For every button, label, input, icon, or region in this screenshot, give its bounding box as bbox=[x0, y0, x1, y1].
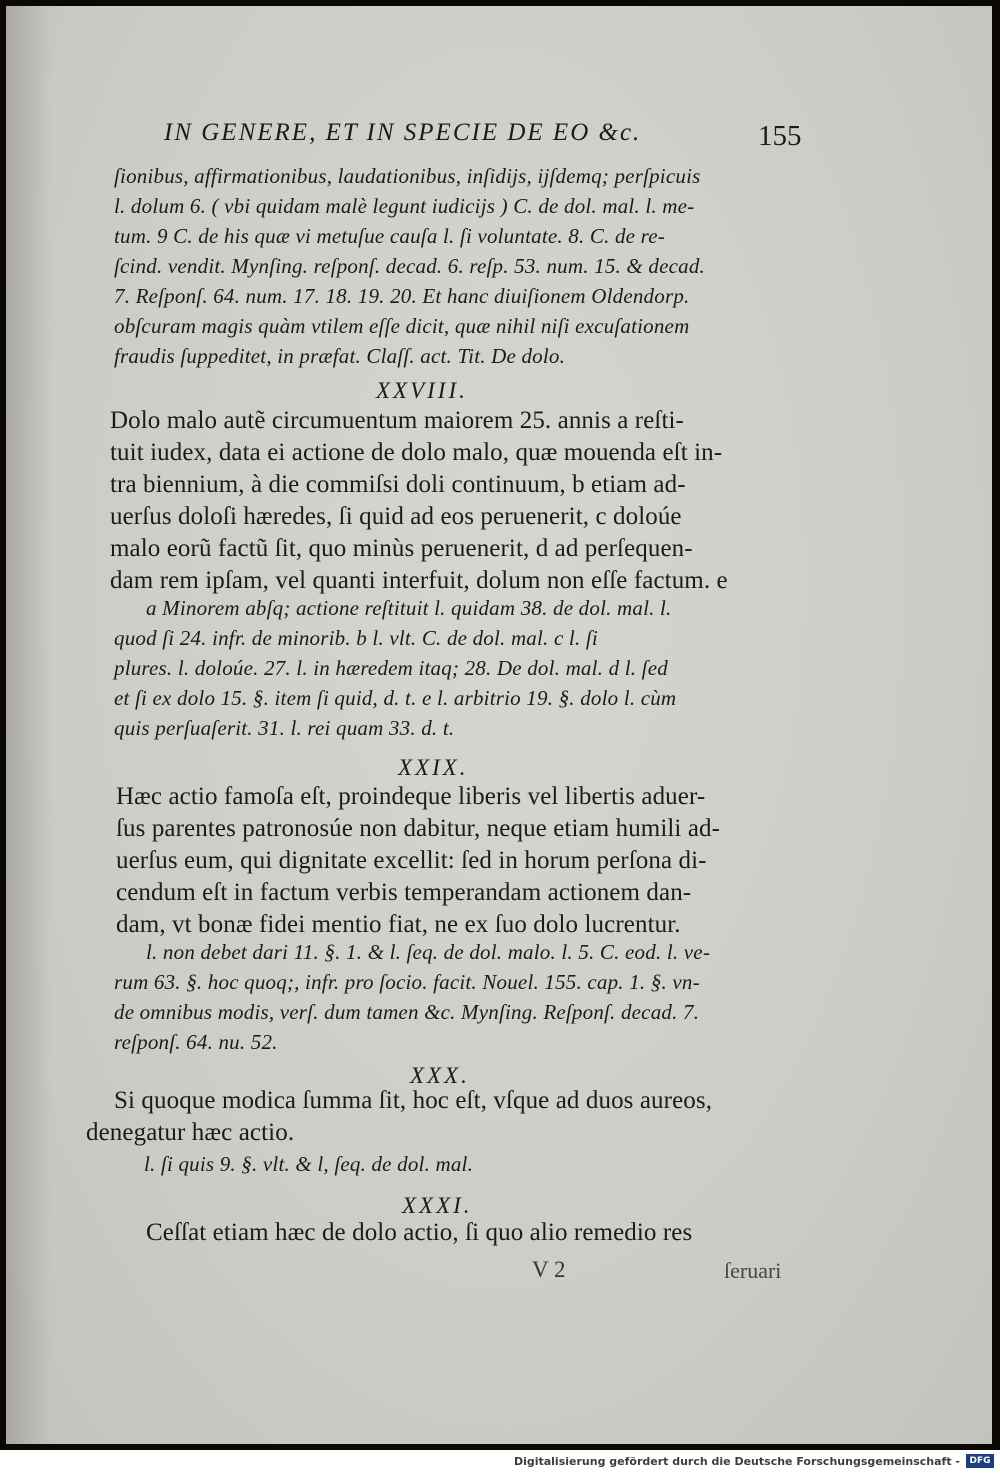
paragraph-line: tuit iudex, data ei actione de dolo malo, quæ mouenda eſt in- bbox=[110, 439, 723, 466]
paragraph-line: tra biennium, à die commiſsi doli continuum, b etiam ad- bbox=[110, 471, 686, 498]
digitization-footer bbox=[0, 1450, 1000, 1474]
paragraph-line: Ceſſat etiam hæc de dolo actio, ſi quo alio remedio res bbox=[146, 1219, 693, 1246]
text-line: obſcuram magis quàm vtilem eſſe dicit, quæ nihil niſi excuſationem bbox=[114, 314, 690, 338]
paragraph-line: dam rem ipſam, vel quanti interfuit, dolum non eſſe factum. e bbox=[110, 567, 728, 594]
text-line: ſcind. vendit. Mynſing. reſponſ. decad. 6. reſp. 53. num. 15. & decad. bbox=[114, 254, 705, 278]
note-line: quis perſuaſerit. 31. l. rei quam 33. d. t. bbox=[114, 716, 455, 740]
paragraph-line: ſus parentes patronosúe non dabitur, neque etiam humili ad- bbox=[116, 815, 721, 842]
note-line: l. ſi quis 9. §. vlt. & l, ſeq. de dol. mal. bbox=[144, 1152, 474, 1176]
paragraph-line: denegatur hæc actio. bbox=[86, 1119, 295, 1146]
paragraph-line: cendum eſt in factum verbis temperandam actionem dan- bbox=[116, 879, 692, 906]
note-line: plures. l. doloúe. 27. l. in hæredem itaq; 28. De dol. mal. d l. ſed bbox=[114, 656, 668, 680]
section-number: XXXI. bbox=[402, 1193, 473, 1218]
paragraph-line: uerſus doloſi hæredes, ſi quid ad eos peruenerit, c doloúe bbox=[110, 503, 682, 530]
signature-mark: V 2 bbox=[532, 1257, 566, 1282]
paragraph-line: Hæc actio famoſa eſt, proindeque liberis vel libertis aduer- bbox=[116, 783, 706, 810]
note-line: et ſi ex dolo 15. §. item ſi quid, d. t. e l. arbitrio 19. §. dolo l. cùm bbox=[114, 686, 677, 710]
book-page bbox=[6, 6, 992, 1444]
text-line: tum. 9 C. de his quæ vi metuſue cauſa l. ſi voluntate. 8. C. de re- bbox=[114, 224, 665, 248]
section-number: XXIX. bbox=[398, 755, 469, 780]
note-line: de omnibus modis, verſ. dum tamen &c. Mynſing. Reſponſ. decad. 7. bbox=[114, 1000, 700, 1024]
paragraph-line: uerſus eum, qui dignitate excellit: ſed in horum perſona di- bbox=[116, 847, 707, 874]
note-line: reſponſ. 64. nu. 52. bbox=[114, 1030, 278, 1054]
paragraph-line: Si quoque modica ſumma ſit, hoc eſt, vſque ad duos aureos, bbox=[114, 1087, 713, 1114]
dfg-logo: DFG bbox=[966, 1454, 994, 1468]
note-line: a Minorem abſq; actione reſtituit l. quidam 38. de dol. mal. l. bbox=[146, 596, 672, 620]
catchword: ſeruari bbox=[724, 1258, 782, 1283]
running-head: IN GENERE, ET IN SPECIE DE EO &c. bbox=[164, 119, 642, 146]
paragraph-line: Dolo malo autẽ circumuentum maiorem 25. annis a reſti- bbox=[110, 407, 684, 434]
page-number: 155 bbox=[758, 120, 802, 152]
text-line: fraudis ſuppeditet, in præfat. Claſſ. act. Tit. De dolo. bbox=[114, 344, 566, 368]
section-number: XXVIII. bbox=[376, 378, 468, 403]
section-number: XXX. bbox=[410, 1063, 470, 1088]
text-line: 7. Reſponſ. 64. num. 17. 18. 19. 20. Et hanc diuiſionem Oldendorp. bbox=[114, 284, 690, 308]
paragraph-line: dam, vt bonæ fidei mentio fiat, ne ex ſuo dolo lucrentur. bbox=[116, 911, 681, 938]
note-line: quod ſi 24. infr. de minorib. b l. vlt. C. de dol. mal. c l. ſi bbox=[114, 626, 598, 650]
note-line: l. non debet dari 11. §. 1. & l. ſeq. de dol. malo. l. 5. C. eod. l. ve- bbox=[146, 940, 711, 964]
text-line: ſionibus, affirmationibus, laudationibus, inſidijs, ijſdemq; perſpicuis bbox=[114, 164, 701, 188]
text-line: l. dolum 6. ( vbi quidam malè legunt iudicijs ) C. de dol. mal. l. me- bbox=[114, 194, 695, 218]
paragraph-line: malo eorũ factũ ſit, quo minùs peruenerit, d ad perſequen- bbox=[110, 535, 693, 562]
note-line: rum 63. §. hoc quoq;, infr. pro ſocio. facit. Nouel. 155. cap. 1. §. vn- bbox=[114, 970, 700, 994]
funding-notice: Digitalisierung gefördert durch die Deutsche Forschungsgemeinschaft - bbox=[513, 1455, 960, 1468]
